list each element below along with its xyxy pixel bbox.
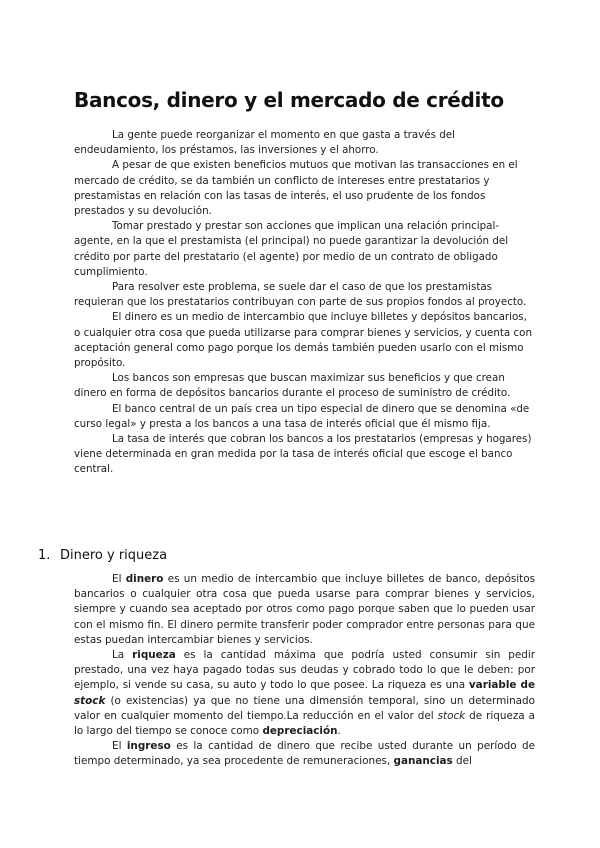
term-dinero: dinero bbox=[125, 573, 164, 585]
term-depreciacion: depreciación bbox=[262, 725, 338, 738]
intro-paragraph: A pesar de que existen beneficios mutuos que motivan las transacciones en el mercado de crédito, se da también un conflicto de intereses entre prestatarios y prestamistas en relación con las tasas de interés, el uso prudente de los fondos prestados y su devolución. bbox=[74, 159, 518, 218]
term-ingreso: ingreso bbox=[126, 740, 171, 753]
intro-paragraph: El dinero es un medio de intercambio que incluye billetes y depósitos bancarios, o cualquier otra cosa que pueda utilizarse para comprar bienes y servicios, y cuenta con aceptación general como pago porque los demás también pueden usarlo con el mismo propósito. bbox=[74, 311, 532, 370]
intro-paragraph: El banco central de un país crea un tipo especial de dinero que se denomina «de curso legal» y presta a los bancos a una tasa de interés oficial que él mismo fija. bbox=[74, 402, 530, 430]
section-paragraph-ingreso: El ingreso es la cantidad de dinero que recibe usted durante un período de tiempo determinado, ya sea procedente de remuneraciones, ganancias del bbox=[74, 740, 535, 768]
section-paragraph-riqueza: La riqueza es la cantidad máxima que podría usted consumir sin pedir prestado, una vez haya pagado todas sus deudas y cobrado todo lo que le deben: por ejemplo, si vende su casa, su auto y todo lo que posee. La riqueza es una variable de stock (o existencias) ya que no tiene una dimensión temporal, sino un determinado valor en cualquier momento del tiempo.La reducción en el valor del stock de riqueza a lo largo del tiempo se conoce como depreciación. bbox=[74, 649, 536, 738]
intro-paragraph: Tomar prestado y prestar son acciones que implican una relación principal-agente, en la que el prestamista (el principal) no puede garantizar la devolución del crédito por parte del prestatario (el agente) por medio de un contrato de obligado cumplimiento. bbox=[74, 220, 509, 278]
section-title: Dinero y riqueza bbox=[60, 548, 168, 563]
section-heading bbox=[38, 548, 167, 563]
section-body bbox=[74, 572, 535, 770]
section-paragraph-dinero: El dinero es un medio de intercambio que incluye billetes de banco, depósitos bancarios o cualquier otra cosa que pueda usarse para comprar bienes y servicios, siempre y cuando sea aceptado por otros como pago porque saben que lo pueden usar con el mismo fin. El dinero permite transferir poder comprador entre personas para que estas puedan intercambiar bienes y servicios. bbox=[74, 573, 535, 646]
intro-paragraph: Para resolver este problema, se suele dar el caso de que los prestamistas requieran que los prestatarios contribuyan con parte de sus propios fondos al proyecto. bbox=[74, 281, 527, 309]
intro-paragraph: La tasa de interés que cobran los bancos a los prestatarios (empresas y hogares) viene determinada en gran medida por la tasa de interés oficial que escoge el banco central. bbox=[74, 433, 532, 476]
section-number: 1. bbox=[38, 548, 51, 563]
intro-paragraph: La gente puede reorganizar el momento en que gasta a través del endeudamiento, los préstamos, las inversiones y el ahorro. bbox=[74, 129, 455, 157]
page-title: Bancos, dinero y el mercado de crédito bbox=[74, 88, 504, 112]
stock-italic: stock bbox=[437, 709, 466, 722]
term-riqueza: riqueza bbox=[132, 649, 176, 662]
intro-paragraph: Los bancos son empresas que buscan maximizar sus beneficios y que crean dinero en forma de depósitos bancarios durante el proceso de suministro de crédito. bbox=[74, 372, 511, 400]
term-variable-de-stock: variable de stock bbox=[74, 679, 535, 707]
intro-summary bbox=[74, 128, 534, 478]
term-ganancias: ganancias bbox=[393, 755, 453, 768]
